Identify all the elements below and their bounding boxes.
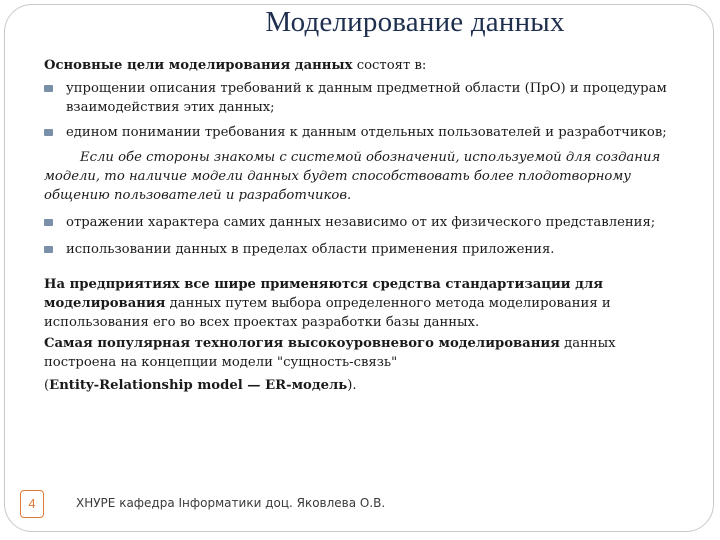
- er-model-paragraph: [44, 376, 684, 395]
- list-item: [44, 79, 684, 117]
- list-item-text: едином понимании требования к данным отдельных пользователей и разработчиков;: [66, 125, 667, 140]
- list-item-text: использовании данных в пределах области применения приложения.: [66, 242, 555, 257]
- bullet-icon: [44, 129, 53, 136]
- standardization-rest: данных путем выбора определенного метода моделирования и использования его во всех проектах разработки базы данных.: [44, 296, 611, 330]
- slide-footer: [20, 490, 700, 518]
- standardization-bold: На предприятиях все шире применяются средства стандартизации для моделирования: [44, 277, 604, 311]
- standardization-paragraph: [44, 275, 684, 332]
- er-model-bold: Entity-Relationship model — ER-модель: [49, 378, 348, 393]
- list-item-text: отражении характера самих данных независимо от их физического представления;: [66, 215, 656, 230]
- er-model-close: ).: [347, 378, 357, 393]
- slide-content: [44, 56, 684, 395]
- italic-note: Если обе стороны знакомы с системой обозначений, используемой для создания модели, то наличие модели данных будет способствовать более плодотворному общению пользователей и разработчиков.: [44, 150, 661, 203]
- slide-title: Моделирование данных: [265, 6, 565, 38]
- goals-list: [44, 79, 684, 142]
- er-technology-rest: данных построена на концепции модели "сущность-связь": [44, 336, 616, 370]
- intro-paragraph: [44, 56, 684, 75]
- goals-list-continued: [44, 213, 684, 259]
- list-item-text: упрощении описания требований к данным предметной области (ПрО) и процедурам взаимодействия этих данных;: [66, 81, 667, 115]
- list-item: [44, 123, 684, 142]
- footer-text: ХНУРЕ кафедра Інформатики доц. Яковлева О.В.: [76, 496, 386, 510]
- bullet-icon: [44, 219, 53, 226]
- bullet-icon: [44, 85, 53, 92]
- page-number-badge: 4: [20, 490, 44, 518]
- list-item: [44, 240, 684, 259]
- bullet-icon: [44, 246, 53, 253]
- list-item: [44, 213, 684, 232]
- er-technology-paragraph: [44, 334, 684, 372]
- er-model-open: (: [44, 378, 50, 393]
- er-technology-bold: Самая популярная технология высокоуровневого моделирования: [44, 336, 560, 351]
- intro-bold: Основные цели моделирования данных: [44, 58, 353, 73]
- intro-rest: состоят в:: [352, 58, 427, 73]
